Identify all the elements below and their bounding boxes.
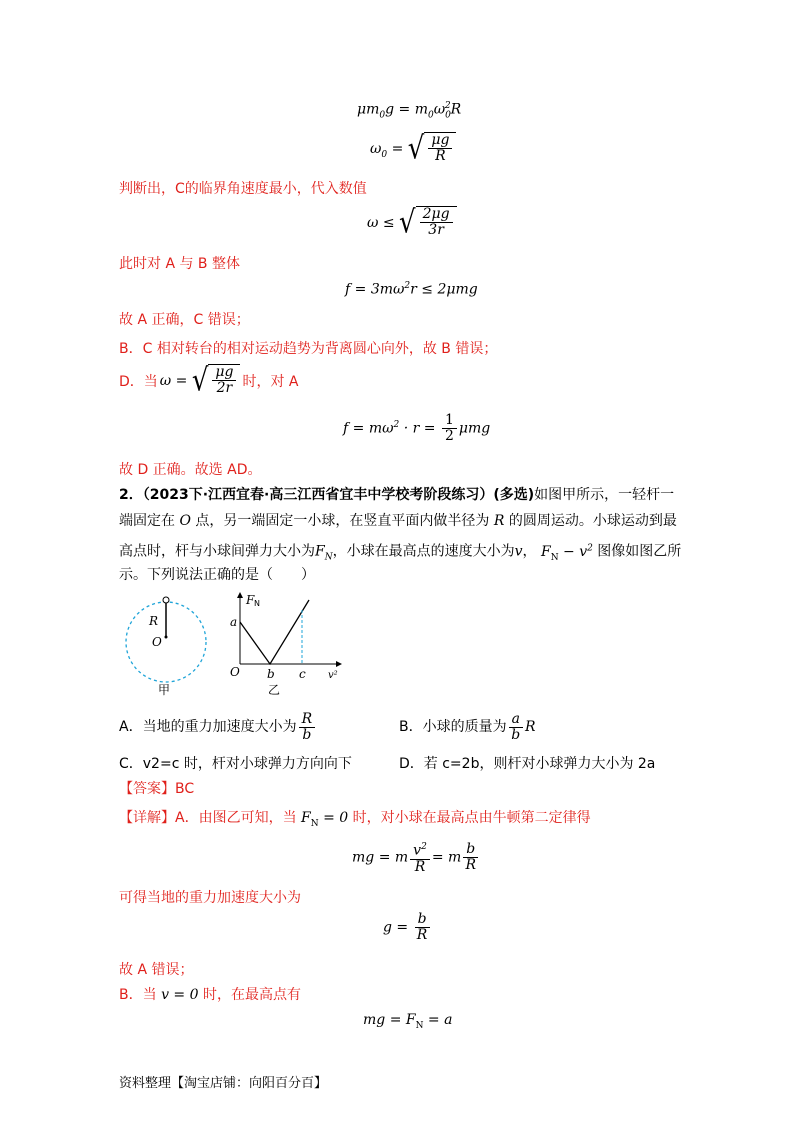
footer: 资料整理【淘宝店铺：向阳百分百】: [119, 1076, 328, 1091]
question-text-3d: ，小球在最高点的速度大小为: [332, 543, 515, 560]
equation-3: ω ≤ √ $\frac{2\mu g}{3r}$: [367, 206, 457, 240]
option-c[interactable]: C．v2=c 时，杆对小球弹力方向向下: [119, 756, 352, 772]
x-axis-arrow: [336, 661, 342, 667]
option-b-text: B．小球的质量为: [399, 719, 507, 735]
figure-yi-caption: 乙: [268, 683, 281, 697]
question-text-3a: 高点时，杆与小球间弹力大小为: [119, 543, 315, 560]
option-a-text: A．当地的重力加速度大小为: [119, 719, 297, 735]
line-4: B．C 相对转台的相对运动趋势为背离圆心向外，故 B 错误；: [119, 341, 498, 357]
fn-label: F: [246, 593, 255, 607]
question-var-f: F: [315, 543, 325, 560]
figure-o-label: O: [152, 635, 162, 649]
fn-v2-expression: $F_N - v^2$: [540, 543, 593, 563]
question-text-2a: 端固定在: [119, 513, 175, 529]
line-5: [119, 364, 299, 398]
question-var-v: v: [514, 543, 523, 560]
option-d[interactable]: D．若 c=2b，则杆对小球弹力大小为 2a: [399, 756, 656, 772]
equation-1: $\mu m_0g = m_0\omega_0^2R$: [357, 101, 462, 121]
fn-v2-line: [240, 600, 309, 664]
option-a[interactable]: [119, 712, 317, 743]
detail-line-1: [119, 808, 591, 834]
question-var-o: O: [179, 513, 191, 529]
figure-jia: [118, 590, 208, 700]
question-text-2c: 点，另一端固定一小球，在竖直平面内做半径为: [195, 513, 490, 529]
v2-label: v²: [328, 670, 338, 681]
line-6: 故 D 正确。故选 AD。: [119, 462, 262, 478]
line-1: 判断出，C的临界角速度最小，代入数值: [119, 181, 367, 197]
detail-text-4b: 时，在最高点有: [202, 987, 301, 1003]
ball: [163, 597, 169, 603]
question-number: 2．: [119, 487, 143, 503]
detail-text-4a: B．当: [119, 987, 157, 1003]
line-5-suffix: 时，对 A: [242, 374, 299, 390]
option-b-fraction: $\frac{a}{b}$: [509, 712, 523, 743]
fn-zero-eq: $F_N = 0$: [301, 810, 349, 829]
fn-sub-label: N: [254, 599, 260, 608]
line-3: 故 A 正确，C 错误；: [119, 312, 250, 328]
v-zero-eq: v = 0: [161, 987, 199, 1003]
inline-omega-eq: ω = √ $\frac{\mu g}{2r}$: [160, 364, 241, 398]
answer-line: [119, 779, 194, 799]
equation-8: mg = $F_N = a$: [363, 1012, 453, 1031]
detail-line-4: [119, 985, 301, 1005]
question-var-r: R: [493, 513, 505, 529]
question-text-3f: ，: [522, 543, 537, 560]
equation-4: $f = 3m\omega^2r \le 2\mu mg$: [345, 281, 478, 298]
equation-7: g = $\frac{b}{R}$: [383, 912, 432, 943]
equation-5: $f = m\omega^2 \cdot r$ = $\frac{1}{2}$ μmg: [343, 412, 491, 444]
option-b[interactable]: [399, 712, 536, 743]
detail-text-1b: 时，对小球在最高点由牛顿第二定律得: [352, 810, 591, 826]
origin-label: O: [230, 665, 240, 679]
question-text-1: 如图甲所示，一轻杆一: [534, 487, 675, 503]
detail-text-1a: A．由图乙可知，当: [175, 810, 297, 826]
b-label: b: [267, 667, 275, 681]
question-line-1: [119, 482, 674, 509]
figure-jia-caption: 甲: [158, 683, 171, 697]
question-source: （2023下·江西宜春·高三江西省宜丰中学校考阶段练习）(多选): [142, 487, 535, 503]
y-axis-arrow: [237, 592, 243, 598]
figure-r-label: R: [149, 614, 159, 628]
c-label: c: [299, 667, 306, 681]
question-line-2: [119, 508, 677, 535]
figure-yi: [224, 590, 344, 700]
line-2: 此时对 A 与 B 整体: [119, 256, 240, 272]
equation-6: mg = m $\frac{v^2}{R}$ = m $\frac{b}{R}$: [352, 840, 480, 875]
answer-tag: 【答案】: [119, 781, 175, 797]
question-text-2e: 的圆周运动。小球运动到最: [508, 513, 677, 529]
line-5-prefix: D．当: [119, 374, 158, 390]
question-text-3g: 图像如图乙所: [597, 543, 682, 560]
detail-line-2: 可得当地的重力加速度大小为: [119, 890, 301, 906]
option-b-r: R: [524, 719, 536, 735]
question-var-f-sub: N: [324, 552, 333, 563]
answer-value: BC: [175, 781, 195, 797]
center-point: [165, 636, 168, 639]
detail-line-3: 故 A 错误；: [119, 962, 194, 978]
option-a-fraction: $\frac{R}{b}$: [299, 712, 316, 743]
equation-2: $\omega_0$ = √ $\frac{\mu g}{R}$: [370, 132, 456, 166]
detail-tag: 【详解】: [119, 810, 175, 826]
a-label: a: [230, 615, 238, 629]
question-line-4: 示。下列说法正确的是（ ）: [119, 567, 315, 583]
